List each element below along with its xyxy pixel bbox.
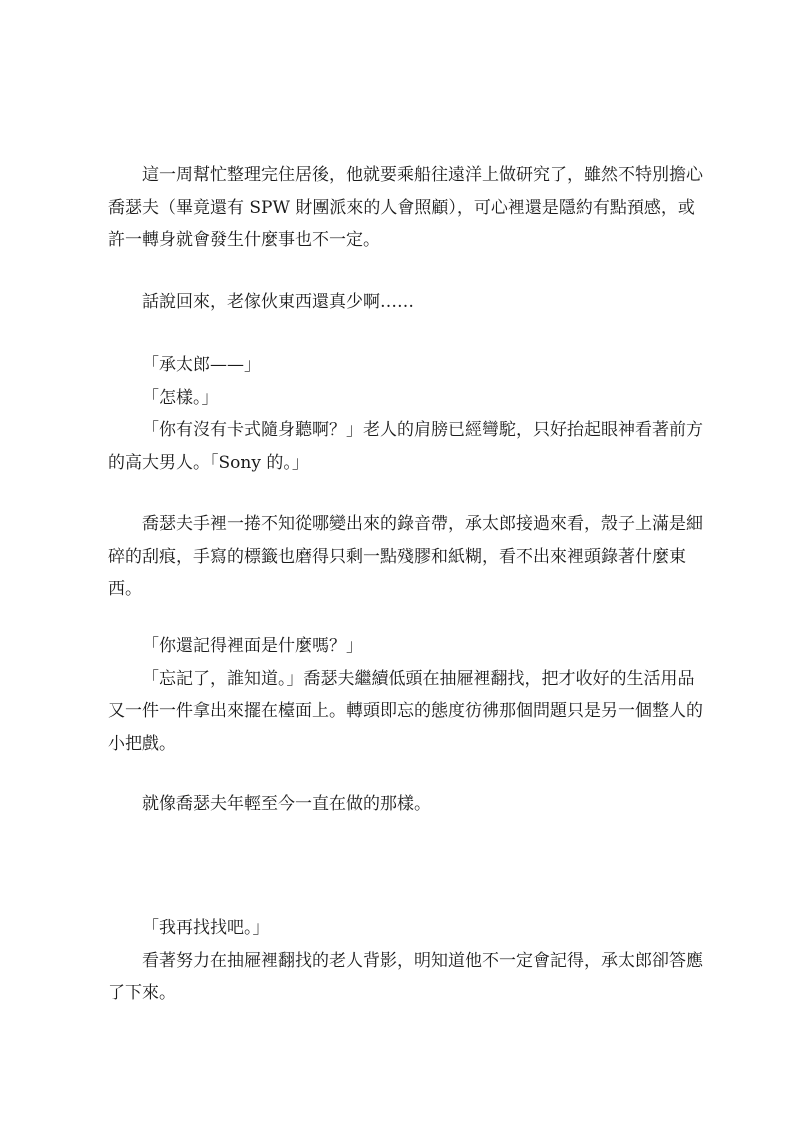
paragraph <box>108 788 698 821</box>
paragraph <box>108 159 703 257</box>
paragraph <box>108 508 703 606</box>
paragraph <box>108 286 698 319</box>
text-line: 「怎樣。」 <box>142 387 219 408</box>
text-line: 小把戲。 <box>108 733 176 754</box>
text-line: 這一周幫忙整理完住居後，他就要乘船往遠洋上做研究了，雖然不特別擔心 <box>142 165 703 185</box>
text-line: 「承太郎——」 <box>142 355 261 375</box>
text-line: 喬瑟夫（畢竟還有 SPW 財團派來的人會照顧），可心裡還是隱約有點預感，或 <box>108 197 695 218</box>
text-line: 話說回來，老傢伙東西還真少啊…… <box>142 292 414 312</box>
text-line: 就像喬瑟夫年輕至今一直在做的那樣。 <box>142 794 431 814</box>
text-line: 「忘記了，誰知道。」喬瑟夫繼續低頭在抽屜裡翻找，把才收好的生活用品 <box>142 668 695 689</box>
paragraph <box>108 912 703 1010</box>
paragraph <box>108 630 703 760</box>
text-line: 了下來。 <box>108 983 176 1003</box>
text-line: 「你還記得裡面是什麼嗎？」 <box>142 636 363 656</box>
text-line: 「你有沒有卡式隨身聽啊？」老人的肩膀已經彎駝，只好抬起眼神看著前方 <box>142 420 703 440</box>
text-line: 看著努力在抽屜裡翻找的老人背影，明知道他不一定會記得，承太郎卻答應 <box>142 950 703 971</box>
text-line: 許一轉身就會發生什麼事也不一定。 <box>108 230 380 250</box>
text-line: 「我再找找吧。」 <box>142 918 270 938</box>
text-line: 又一件一件拿出來擺在檯面上。轉頭即忘的態度彷彿那個問題只是另一個整人的 <box>108 701 703 721</box>
text-line: 喬瑟夫手裡一捲不知從哪變出來的錄音帶，承太郎接過來看，殼子上滿是細 <box>142 514 703 534</box>
text-line: 的高大男人。「Sony 的。」 <box>108 452 309 473</box>
text-line: 碎的刮痕，手寫的標籤也磨得只剩一點殘膠和紙糊，看不出來裡頭錄著什麼東 <box>108 546 686 567</box>
text-line: 西。 <box>108 579 142 599</box>
paragraph <box>108 349 703 479</box>
